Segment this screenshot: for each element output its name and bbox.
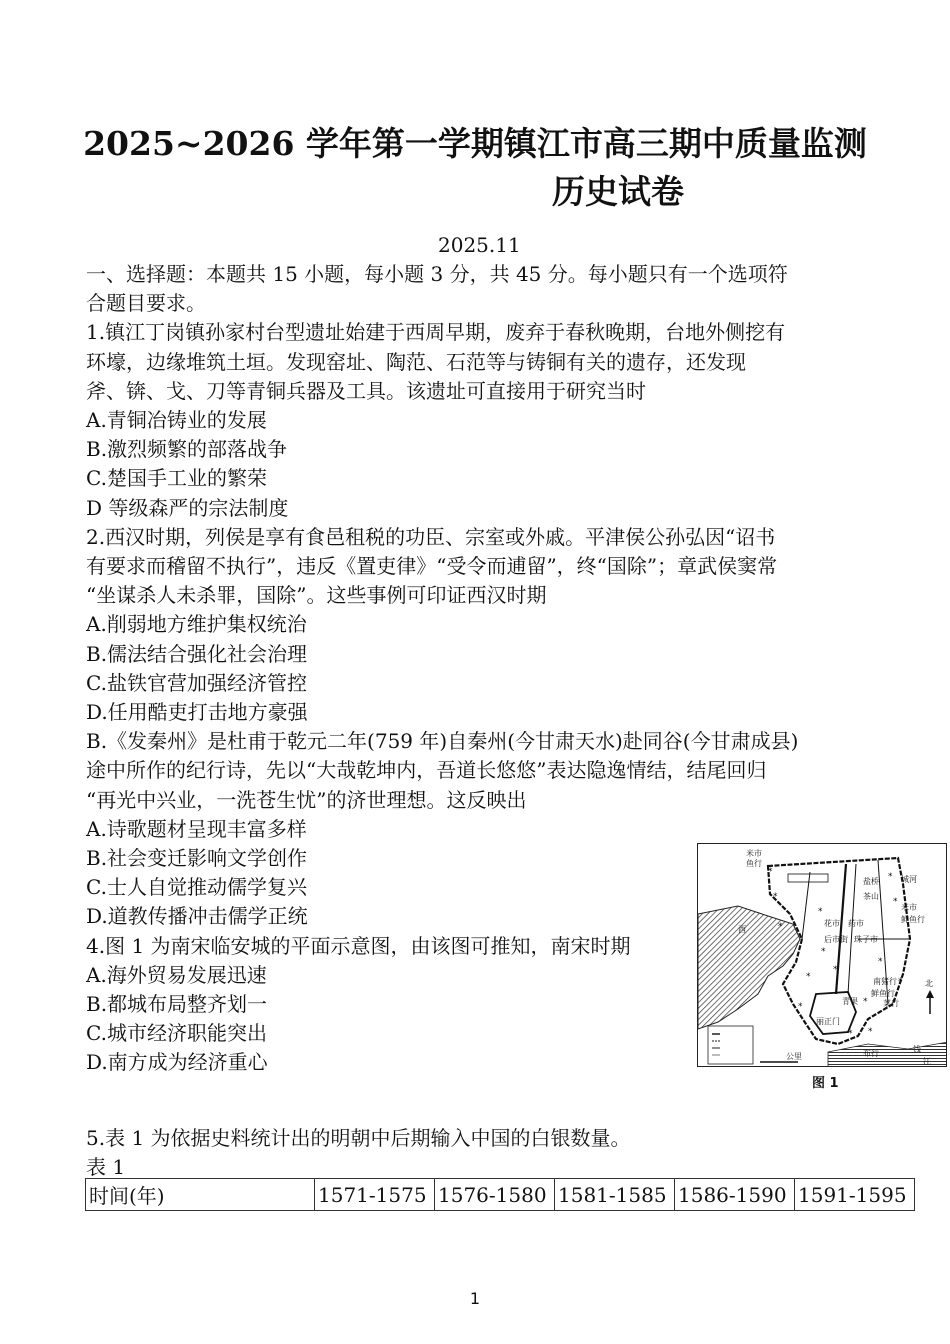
svg-text:*: * (863, 997, 868, 1007)
label-market: 米市 (901, 903, 917, 912)
label-fish: 鱼行 (746, 859, 762, 868)
map-legend (708, 1026, 753, 1064)
svg-text:*: * (818, 907, 823, 917)
q1-option-a: A.青铜冶铸业的发展 (86, 408, 267, 433)
q2-stem: 有要求而稽留不执行”，违反《置吏律》“受令而逋留”，终“国除”；章武侯窦常 (86, 554, 778, 579)
west-lake-label: 西 (738, 925, 746, 934)
section-instructions-cont: 合题目要求。 (86, 291, 206, 316)
label-mishi: 米市 (746, 849, 762, 858)
svg-text:*: * (848, 1029, 853, 1039)
west-lake-shape (698, 906, 800, 1029)
svg-text:*: * (898, 977, 903, 987)
q2-stem: 2.西汉时期，列侯是享有食邑租税的功臣、宗室或外戚。平津侯公孙弘因“诏书 (86, 524, 776, 549)
page-number: 1 (469, 1289, 481, 1308)
q4-option-c: C.城市经济职能突出 (86, 1021, 267, 1046)
q1-stem: 斧、锛、戈、刀等青铜兵器及工具。该遗址可直接用于研究当时 (86, 378, 646, 403)
q4-option-b: B.都城布局整齐划一 (86, 992, 268, 1017)
q2-option-b: B.儒法结合强化社会治理 (86, 641, 308, 666)
svg-text:*: * (878, 957, 883, 967)
figure-1-map (697, 843, 947, 1067)
q2-option-c: C.盐铁官营加强经济管控 (86, 670, 307, 695)
exam-date: 2025.11 (438, 233, 521, 257)
label-yanqiao: 盐桥 (863, 877, 879, 886)
table-header-cell: 1586-1590 (675, 1179, 795, 1211)
q3-stem: 途中所作的纪行诗，先以“大哉乾坤内，吾道长悠悠”表达隐逸情结，结尾回归 (86, 758, 767, 783)
svg-text:*: * (806, 972, 811, 982)
table-header-cell: 1576-1580 (435, 1179, 555, 1211)
label-canal: 城河 (901, 875, 917, 884)
label-scale: 公里 (786, 1052, 802, 1061)
label-houshi: 后市街 (824, 935, 848, 944)
silver-import-table (85, 1178, 915, 1211)
label-zhuzi: 珠子市 (854, 935, 878, 944)
q4-option-a: A.海外贸易发展迅速 (86, 962, 267, 987)
q2-option-d: D.任用酷吏打击地方豪强 (86, 700, 308, 725)
svg-text:*: * (821, 947, 826, 957)
q4-option-d: D.南方成为经济重心 (86, 1050, 268, 1075)
q4-stem: 4.图 1 为南宋临安城的平面示意图，由该图可推知，南宋时期 (86, 933, 631, 958)
label-xianyuhang: 鲜鱼行 (871, 989, 895, 998)
q1-option-b: B.激烈频繁的部落战争 (86, 437, 288, 462)
exam-title: 2025~2026 学年第一学期镇江市高三期中质量监测 (83, 124, 867, 163)
table-header-cell: 1581-1585 (555, 1179, 675, 1211)
label-caihang: 菜行 (883, 999, 899, 1008)
q1-stem: 环壕，边缘堆筑土垣。发现窑址、陶范、石范等与铸铜有关的遗存，还发现 (86, 349, 746, 374)
label-nanzhu: 南猪行 (873, 977, 897, 986)
label-huashi: 花市 (824, 919, 840, 928)
figure-1-caption: 图 1 (812, 1076, 839, 1091)
svg-text:*: * (893, 897, 898, 907)
svg-text:*: * (798, 1002, 803, 1012)
exam-subtitle: 历史试卷 (552, 172, 684, 211)
label-lizheng: 丽正门 (816, 1017, 840, 1026)
label-buhang: 布行 (863, 1049, 879, 1058)
label-qian: 钱 (913, 1045, 921, 1054)
q3-stem: “再光中兴业，一洗苍生忧”的济世理想。这反映出 (86, 787, 527, 812)
svg-text:*: * (868, 1027, 873, 1037)
svg-text:*: * (888, 872, 893, 882)
q2-stem: “坐谋杀人未杀罪，国除”。这些事例可印证西汉时期 (86, 583, 547, 608)
svg-text:*: * (773, 892, 778, 902)
label-xianyu: 鲜鱼行 (901, 915, 925, 924)
table-header-cell: 时间(年) (86, 1179, 315, 1211)
table-1-label: 表 1 (86, 1155, 126, 1179)
imperial-street (836, 864, 846, 994)
q1-option-c: C.楚国手工业的繁荣 (86, 466, 267, 491)
q3-stem: B.《发秦州》是杜甫于乾元二年(759 年)自秦州(今甘肃天水)赴同谷(今甘肃成县) (86, 729, 799, 754)
q3-option-a: A.诗歌题材呈现丰富多样 (86, 816, 307, 841)
table-header-row (86, 1179, 915, 1211)
label-chashi: 茶山 (863, 892, 879, 901)
section-instructions: 一、选择题：本题共 15 小题，每小题 3 分，共 45 分。每小题只有一个选项符 (86, 262, 788, 286)
q3-option-b: B.社会变迁影响文学创作 (86, 846, 308, 871)
label-qingguo: 青果 (842, 997, 858, 1006)
svg-text:*: * (778, 922, 783, 932)
q5-stem: 5.表 1 为依据史料统计出的明朝中后期输入中国的白银数量。 (86, 1126, 631, 1150)
table-header-cell: 1591-1595 (795, 1179, 915, 1211)
label-yaoshi: 药市 (848, 919, 864, 928)
svg-text:*: * (833, 965, 838, 975)
svg-text:*: * (768, 867, 773, 877)
q1-stem: 1.镇江丁岗镇孙家村台型遗址始建于西周早期，废弃于春秋晚期，台地外侧挖有 (86, 320, 786, 345)
linan-map-drawing (698, 844, 947, 1067)
q1-option-d: D 等级森严的宗法制度 (86, 495, 289, 520)
label-jiang: 江 (923, 1057, 931, 1066)
label-north: 北 (925, 979, 933, 988)
q3-option-c: C.士人自觉推动儒学复兴 (86, 875, 307, 900)
canal-line (848, 864, 856, 994)
q3-option-d: D.道教传播冲击儒学正统 (86, 904, 308, 929)
q2-option-a: A.削弱地方维护集权统治 (86, 612, 307, 637)
table-header-cell: 1571-1575 (315, 1179, 435, 1211)
